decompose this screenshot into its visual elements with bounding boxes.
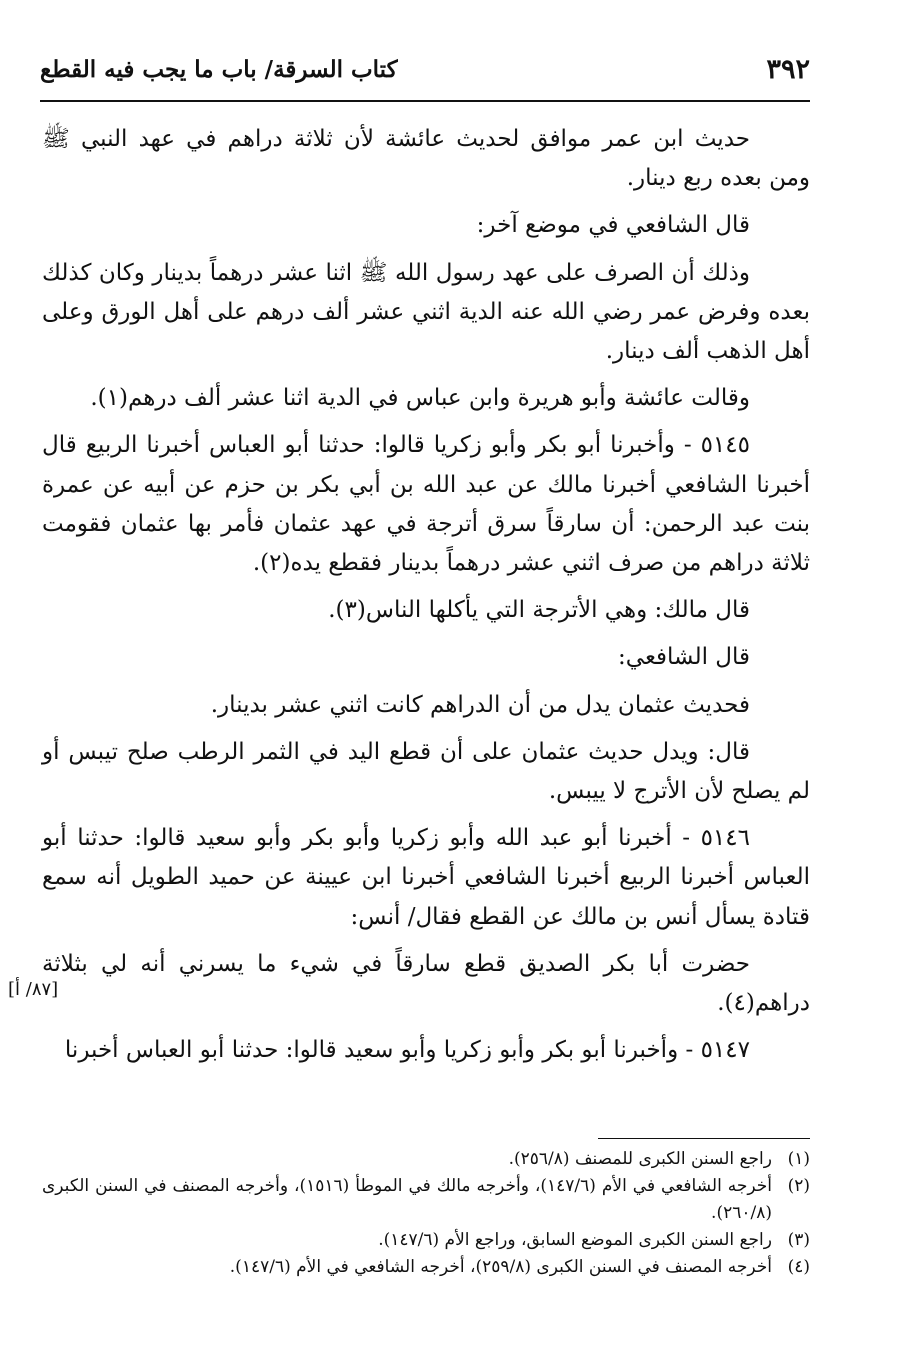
- paragraph: فحديث عثمان يدل من أن الدراهم كانت اثني عشر بدينار.: [210, 691, 750, 718]
- running-title: كتاب السرقة/ باب ما يجب فيه القطع: [40, 56, 398, 83]
- paragraph: قال الشافعي في موضع آخر:: [476, 212, 750, 239]
- footnote-number: (٤): [787, 1257, 810, 1277]
- paragraph: وقالت عائشة وأبو هريرة وابن عباس في الدية اثنا عشر ألف درهم(١).: [90, 385, 750, 412]
- footnote-text: أخرجه المصنف في السنن الكبرى (٢٥٩/٨)، أخرجه الشافعي في الأم (١٤٧/٦).: [229, 1257, 772, 1277]
- marginal-folio-note: [٨٧/ أ]: [8, 979, 59, 1000]
- footnote: [42, 1146, 810, 1173]
- paragraph: قال مالك: وهي الأترجة التي يأكلها الناس(٣).: [328, 597, 750, 624]
- paragraph: حديث ابن عمر موافق لحديث عائشة لأن ثلاثة دراهم في عهد النبي ﷺ ومن بعده ربع دينار.: [42, 126, 810, 192]
- footnote-number: (٣): [787, 1230, 810, 1250]
- hadith-5147: ٥١٤٧ - وأخبرنا أبو بكر وأبو زكريا وأبو سعيد قالوا: حدثنا أبو العباس أخبرنا: [64, 1037, 750, 1064]
- footnotes: [42, 1146, 810, 1281]
- page-header: [40, 50, 810, 102]
- main-text: [42, 120, 810, 1078]
- footnote-text: أخرجه الشافعي في الأم (١٤٧/٦)، وأخرجه مالك في الموطأ (١٥١٦)، وأخرجه المصنف في السنن الكبرى (٢٦٠/٨).: [42, 1176, 772, 1223]
- footnote-number: (٢): [787, 1176, 810, 1196]
- footnote-separator: [598, 1138, 810, 1139]
- hadith-5145: ٥١٤٥ - وأخبرنا أبو بكر وأبو زكريا قالوا: حدثنا أبو العباس أخبرنا الربيع قال أخبرنا الشافعي أخبرنا مالك عن عبد الله بن أبي بكر بن حزم عن أبيه عن عمرة بنت عبد الرحمن: أن سارقاً سرق أترجة في عهد عثمان فأمر بها عثمان فقومت ثلاثة دراهم من صرف اثني عشر درهماً بدينار فقطع يده(٢).: [42, 432, 810, 577]
- paragraph: وذلك أن الصرف على عهد رسول الله ﷺ اثنا عشر درهماً بدينار وكان كذلك بعده وفرض عمر رضي الله عنه الدية اثني عشر ألف درهم على أهل الورق وعلى أهل الذهب ألف دينار.: [42, 259, 810, 365]
- page-number: ٣٩٢: [766, 54, 810, 85]
- footnote: [42, 1227, 810, 1254]
- paragraph: حضرت أبا بكر الصديق قطع سارقاً في شيء ما يسرني أنه لي بثلاثة دراهم(٤).: [42, 950, 810, 1017]
- footnote: [42, 1254, 810, 1281]
- paragraph: قال: ويدل حديث عثمان على أن قطع اليد في الثمر الرطب صلح تيبس أو لم يصلح لأن الأترج لا ييبس.: [42, 738, 810, 805]
- footnote-text: راجع السنن الكبرى الموضع السابق، وراجع الأم (١٤٧/٦).: [378, 1230, 772, 1250]
- footnote-text: راجع السنن الكبرى للمصنف (٢٥٦/٨).: [508, 1149, 772, 1169]
- hadith-5146: ٥١٤٦ - أخبرنا أبو عبد الله وأبو زكريا وأبو بكر وأبو سعيد قالوا: حدثنا أبو العباس أخبرنا الربيع أخبرنا الشافعي أخبرنا ابن عيينة عن حميد الطويل أنه سمع قتادة يسأل أنس بن مالك عن القطع فقال/ أنس:: [42, 825, 810, 930]
- footnote-number: (١): [787, 1149, 810, 1169]
- paragraph: قال الشافعي:: [618, 644, 750, 671]
- footnote: [42, 1173, 810, 1227]
